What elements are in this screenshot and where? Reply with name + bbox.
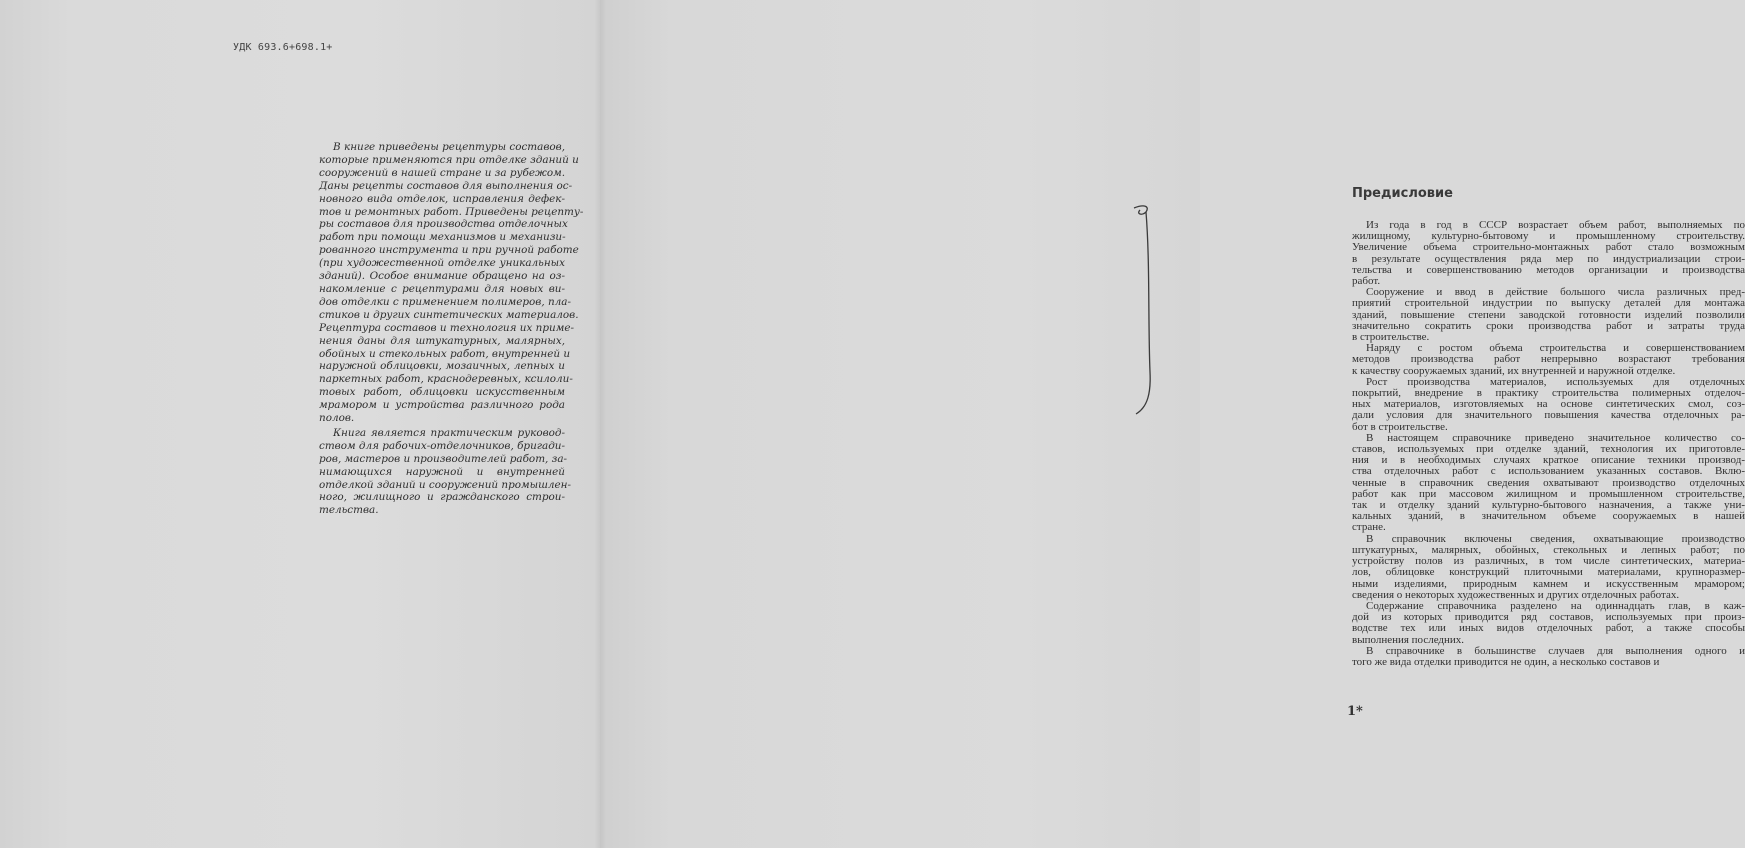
text-line: в результате осуществления ряда мер по индустриализации строи- [1352,252,1745,265]
text-line: лов, облицовке конструкций плиточными материалами, крупноразмер- [1352,566,1745,579]
udk-code: УДК 693.6+698.1+ [233,42,333,53]
text-line: зданий, повышение степени заводской готовности изделий позволили [1352,308,1745,321]
text-line: приятий строительной индустрии по выпуску деталей для монтажа [1352,297,1745,310]
text-line: новного вида отделок, исправления дефек- [319,192,565,205]
text-line: штукатурных, малярных, обойных, стекольных и лепных работ; по [1352,543,1745,556]
text-line: покрытий, внедрение в практику строительства полимерных отделоч- [1352,387,1745,400]
text-line: тельства и совершенствованию методов организации и производства [1352,263,1745,276]
text-line: товых работ, облицовки искусственным [319,386,565,399]
text-line: Рецептура составов и технология их приме- [319,321,574,334]
text-line: Из года в год в СССР возрастает объем работ, выполняемых по [1366,219,1745,231]
text-line: дали условия для значительного повышения качества отделочных ра- [1352,409,1745,422]
text-line: сведения о некоторых художественных и других отделочных работах. [1352,588,1680,601]
preface-body [1352,220,1745,668]
book-spine-shadow [594,0,606,848]
text-line: обойных и стекольных работ, внутренней и [319,347,571,360]
text-line: так и отделку зданий культурно-бытового назначения, а также уни- [1352,499,1745,512]
paragraph [1352,534,1745,601]
text-line: ного, жилищного и гражданского строи- [319,491,565,504]
text-line: Книга является практическим руковод- [333,426,565,439]
text-line: зданий). Особое внимание обращено на оз- [319,270,565,283]
text-line: ных материалов, изготовляемых на основе синтетических смол, соз- [1352,398,1745,411]
section-heading: Предисловие [1352,186,1453,201]
text-line: ния и в необходимых случаях краткое описание техники производ- [1352,454,1745,467]
text-line: В настоящем справочнике приведено значительное количество со- [1366,431,1745,444]
text-line: устройству полов из различных, в том числе синтетических, материа- [1352,555,1745,568]
text-line: ства отделочных работ с использованием указанных составов. Вклю- [1352,465,1745,478]
text-line: (при художественной отделке уникальных [319,257,565,270]
right-page [600,0,1745,848]
text-line: к качеству сооружаемых зданий, их внутренней и наружной отделке. [1352,364,1676,377]
text-line: сооружений в нашей стране и за рубежом. [319,166,566,179]
left-page [0,0,600,848]
paragraph [1352,601,1745,646]
text-line: наружной облицовки, мозаичных, лепных и [319,360,565,373]
paragraph [1352,220,1745,287]
text-line: ченные в справочник сведения охватывают производство отделочных [1352,476,1745,489]
paragraph [1352,343,1745,377]
text-line: работ при помощи механизмов и механизи- [319,231,566,244]
text-line: полов. [319,412,355,425]
paragraph [1352,646,1745,668]
text-line: ров, мастеров и производителей работ, за- [319,452,568,465]
page-signature-mark: 1* [1347,704,1363,719]
paragraph [1352,287,1745,343]
text-line: Даны рецепты составов для выполнения ос- [319,179,573,192]
text-line: в строительстве. [1352,331,1430,344]
text-line: ными изделиями, природным камнем и искусственным мрамором; [1352,577,1745,590]
text-line: ставов, используемых при отделке зданий, технология их приготовле- [1352,443,1745,456]
text-line: ры составов для производства отделочных [319,218,568,231]
text-line: значительно сократить сроки производства работ и затраты труда [1352,319,1745,332]
text-line: нения даны для штукатурных, малярных, [319,334,565,347]
text-line: методов производства работ непрерывно возрастают требования [1352,353,1745,366]
paragraph [1352,377,1745,433]
text-line: Увеличение объема строительно-монтажных работ стало возможным [1352,241,1745,254]
text-line: В справочнике в большинстве случаев для выполнения одного и [1366,644,1745,657]
text-line: кальных зданий, в значительном объеме сооружаемых в нашей [1352,510,1745,523]
text-line: работ как при массовом жилищном и промышленном строительстве, [1352,487,1745,500]
text-line: дой из которых приводится ряд составов, используемых при произ- [1352,611,1745,624]
paragraph [1352,433,1745,534]
text-line: Содержание справочника разделено на одиннадцать глав, в каж- [1366,599,1745,612]
text-line: дов отделки с применением полимеров, пла- [319,295,571,308]
text-line: Рост производства материалов, используемых для отделочных [1366,375,1745,388]
handwritten-margin-bracket [1130,202,1160,417]
book-annotation [305,141,584,517]
text-line: бот в строительстве. [1352,420,1448,433]
text-line: работ. [1352,275,1381,288]
text-line: тельства. [319,504,379,517]
text-line: нимающихся наружной и внутренней [319,465,565,478]
text-line: Сооружение и ввод в действие большого числа различных пред- [1366,286,1745,299]
text-line: того же вида отделки приводится не один, а несколько составов и [1352,655,1660,668]
text-line: накомление с рецептурами для новых ви- [319,282,565,295]
text-line: Наряду с ростом объема строительства и совершенствованием [1366,342,1745,355]
text-line: стиков и других синтетических материалов. [319,308,579,321]
text-line: которые применяются при отделке зданий и [319,153,579,166]
text-line: В справочник включены сведения, охватывающие производство [1366,532,1745,545]
text-line: паркетных работ, краснодеревных, ксилоли- [319,373,573,386]
paragraph [305,141,584,425]
text-line: отделкой зданий и сооружений промышлен- [319,478,572,491]
text-line: В книге приведены рецептуры составов, [333,141,565,153]
paragraph [305,426,572,517]
text-line: тов и ремонтных работ. Приведены рецепту- [319,205,584,218]
text-line: водстве тех или иных видов отделочных работ, а также способы [1352,622,1745,635]
text-line: жилищному, культурно-бытовому и промышленному строительству. [1352,230,1745,243]
text-line: выполнения последних. [1352,633,1465,646]
text-line: ством для рабочих-отделочников, бригади- [319,439,565,452]
text-line: стране. [1352,521,1386,534]
text-line: мрамором и устройства различного рода [319,399,565,412]
text-line: рованного инструмента и при ручной работе [319,244,579,257]
